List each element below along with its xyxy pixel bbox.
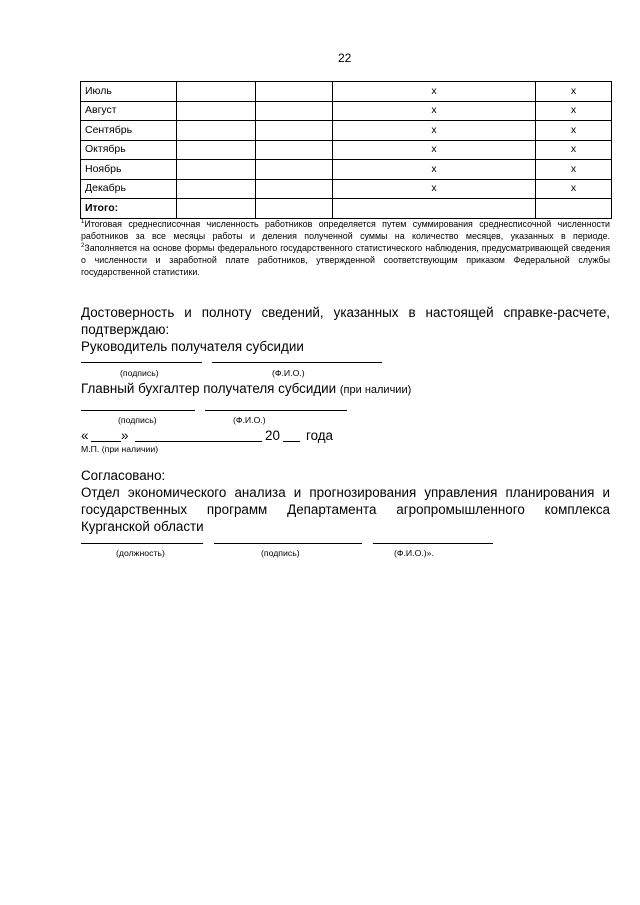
position-caption: (должность): [116, 548, 165, 558]
empty-cell: [177, 121, 256, 141]
x-cell: x: [536, 179, 612, 199]
footnote-2: [81, 242, 610, 278]
empty-cell: [256, 199, 333, 219]
accountant-sign-caption: (подпись): [118, 415, 157, 425]
x-cell: x: [536, 160, 612, 180]
empty-cell: [256, 101, 333, 121]
month-cell: Август: [81, 101, 177, 121]
footnote-1: [81, 218, 610, 242]
empty-cell: [177, 101, 256, 121]
agreement-text: Отдел экономического анализа и прогнозирования управления планирования и государственных программ Департамента агропромышленного комплекса Курганской области: [81, 485, 610, 534]
head-name-caption: (Ф.И.О.): [272, 368, 305, 378]
empty-cell: [256, 179, 333, 199]
empty-cell: [256, 121, 333, 141]
month-cell: Июль: [81, 82, 177, 102]
empty-cell: [256, 160, 333, 180]
accountant-label: Главный бухгалтер получателя субсидии: [81, 381, 337, 396]
x-cell: x: [536, 82, 612, 102]
table-row: [81, 101, 612, 121]
x-cell: x: [333, 101, 536, 121]
empty-cell: [177, 82, 256, 102]
total-row: [81, 199, 612, 219]
agreement-sign-line: [214, 543, 362, 544]
x-cell: x: [333, 160, 536, 180]
table-row: [81, 179, 612, 199]
date-close-quote: »: [121, 428, 129, 443]
table-row: [81, 82, 612, 102]
x-cell: x: [333, 82, 536, 102]
x-cell: x: [536, 121, 612, 141]
month-cell: Сентябрь: [81, 121, 177, 141]
monthly-employees-table: [80, 81, 612, 219]
footnote-1-text: Итоговая среднесписочная численность работников определяется путем суммирования среднесписочной численности работников за все месяцы работы и деления полученной суммы на количество месяцев, указанных в периоде.: [81, 219, 610, 241]
table-body: [81, 82, 612, 219]
x-cell: x: [536, 140, 612, 160]
accountant-sign-line: [81, 410, 195, 411]
agreement-sign-caption: (подпись): [261, 548, 300, 558]
empty-cell: [177, 179, 256, 199]
agreement-name-caption: (Ф.И.О.)».: [394, 548, 434, 558]
empty-cell: [256, 82, 333, 102]
table-row: [81, 160, 612, 180]
head-name-line: [212, 362, 382, 363]
x-cell: x: [333, 140, 536, 160]
date-year-line: [283, 441, 300, 442]
agreement-name-line: [373, 543, 493, 544]
head-sign-line: [81, 362, 202, 363]
accountant-row: [81, 380, 411, 399]
position-line: [81, 543, 203, 544]
table-row: [81, 140, 612, 160]
empty-cell: [256, 140, 333, 160]
stamp-note: М.П. (при наличии): [81, 444, 159, 454]
empty-cell: [177, 199, 256, 219]
x-cell: x: [333, 121, 536, 141]
footnote-2-mark: 2: [81, 243, 85, 249]
page-number: 22: [338, 51, 352, 65]
month-cell: Декабрь: [81, 179, 177, 199]
accountant-note: (при наличии): [339, 384, 412, 396]
month-cell: Октябрь: [81, 140, 177, 160]
date-year-suffix: года: [306, 428, 334, 443]
month-cell: Ноябрь: [81, 160, 177, 180]
date-open-quote: «: [81, 428, 89, 443]
empty-cell: [177, 160, 256, 180]
head-label: Руководитель получателя субсидии: [81, 339, 304, 354]
confirmation-text: Достоверность и полноту сведений, указанных в настоящей справке-расчете, подтверждаю:: [81, 305, 610, 337]
empty-cell: [536, 199, 612, 219]
x-cell: x: [536, 101, 612, 121]
empty-cell: [177, 140, 256, 160]
footnote-1-mark: 1: [81, 219, 85, 225]
head-sign-caption: (подпись): [120, 368, 159, 378]
accountant-name-caption: (Ф.И.О.): [233, 415, 266, 425]
date-month-line: [135, 441, 262, 442]
total-label: Итого:: [81, 199, 177, 219]
empty-cell: [333, 199, 536, 219]
table-row: [81, 121, 612, 141]
agreement-heading: Согласовано:: [81, 468, 166, 483]
footnotes: [81, 218, 610, 278]
accountant-name-line: [205, 410, 347, 411]
date-day-line: [91, 441, 121, 442]
x-cell: x: [333, 179, 536, 199]
footnote-2-text: Заполняется на основе формы федерального государственного статистического наблюдения, предусматривающей сведения о численности и заработной плате работников, утвержденной соответствующим приказом Федеральной службы государственной статистики.: [81, 243, 610, 277]
date-year-prefix: 20: [265, 428, 280, 443]
